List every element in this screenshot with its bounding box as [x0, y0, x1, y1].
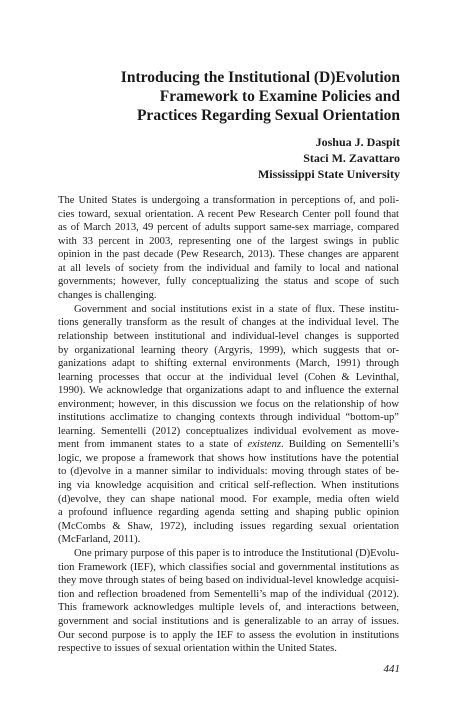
text-line: tion Framework (IEF), which classifies social and governmental institutions as	[58, 561, 399, 573]
text-line: they move through states of being based on individual-level knowledge acquisi-	[58, 575, 399, 587]
text-line: tions generally transform as the result of changes at the individual level. The	[58, 317, 399, 329]
text-line: at all levels of society from the individual and family to local and national	[58, 262, 399, 274]
text-line: opinion in the past decade (Pew Research, 2013). These changes are apparent	[58, 249, 399, 261]
title-line: Framework to Examine Policies and	[159, 88, 400, 105]
text-line: The United States is undergoing a transformation in perceptions of, and poli-	[58, 195, 399, 206]
text-line: governments; however, fully conceptualizing the status and scope of such	[58, 276, 399, 288]
text-line: (d)evolve, they can shape national mood. For example, media often wield	[58, 493, 399, 505]
text-line: Our second purpose is to apply the IEF to assess the evolution in institutions	[58, 629, 399, 641]
paragraph	[58, 303, 399, 547]
text-line: a profound influence regarding agenda setting and shaping public opinion	[58, 507, 399, 519]
text-line: with 33 percent in 2003, representing one of the largest swings in public	[58, 235, 399, 247]
text-line: Government and social institutions exist in a state of flux. These institu-	[74, 303, 399, 315]
article-title	[60, 68, 400, 125]
author-affiliation: Mississippi State University	[257, 167, 400, 181]
text-line: (McCombs & Shaw, 1972), including issues regarding sexual orientation	[58, 520, 399, 532]
author-name: Staci M. Zavattaro	[303, 151, 400, 165]
text-line: institutions acclimatize to changing contexts through individual “bottom-up”	[58, 412, 399, 424]
text-line: logic, we propose a framework that shows how institutions have the potential	[58, 452, 399, 464]
text-line: as of March 2013, 49 percent of adults support same-sex marriage, compared	[58, 222, 399, 234]
text-line: government and social institutions and is generalizable to an array of issues.	[58, 615, 399, 627]
title-line: Practices Regarding Sexual Orientation	[136, 107, 400, 124]
text-line: to (d)evolve in a manner similar to individuals: moving through states of be-	[58, 466, 399, 478]
text-line: This framework acknowledges multiple levels of, and interactions between,	[58, 602, 399, 614]
text-line: (McFarland, 2011).	[58, 534, 141, 546]
paragraph	[58, 547, 399, 655]
paragraph	[58, 194, 399, 302]
text-line: tion and reflection broadened from Sementelli’s map of the individual (2012).	[58, 588, 399, 600]
text-line: changes is challenging.	[58, 289, 157, 301]
author-name: Joshua J. Daspit	[315, 135, 400, 149]
text-line: One primary purpose of this paper is to introduce the Institutional (D)Evolu-	[74, 548, 399, 560]
article-body	[58, 194, 399, 656]
page-number: 441	[383, 663, 400, 675]
text-line: 1990). We acknowledge that organizations adapt to and influence the external	[58, 385, 399, 397]
text-line: respective to issues of sexual orientation within the United States.	[58, 643, 337, 655]
text-line: by organizational learning theory (Argyris, 1999), which suggests that or-	[58, 344, 399, 356]
text-line: cies toward, sexual orientation. A recent Pew Research Center poll found that	[58, 208, 399, 220]
text-line: environment; however, in this discussion we focus on the relationship of how	[58, 398, 399, 410]
text-line: learning processes that occur at the individual level (Cohen & Levinthal,	[58, 371, 399, 383]
title-line: Introducing the Institutional (D)Evolution	[120, 69, 400, 86]
text-line: ment from immanent states to a state of existenz. Building on Sementelli’s	[58, 439, 399, 451]
text-line: relationship between institutional and individual-level changes is supported	[58, 330, 399, 342]
author-block	[180, 134, 400, 182]
text-line: ganizations adapt to shifting external environments (March, 1991) through	[58, 358, 399, 370]
text-line: ing via knowledge acquisition and critical self-reflection. When institutions	[58, 479, 399, 491]
text-line: learning. Sementelli (2012) conceptualizes individual evolvement as move-	[58, 425, 399, 437]
